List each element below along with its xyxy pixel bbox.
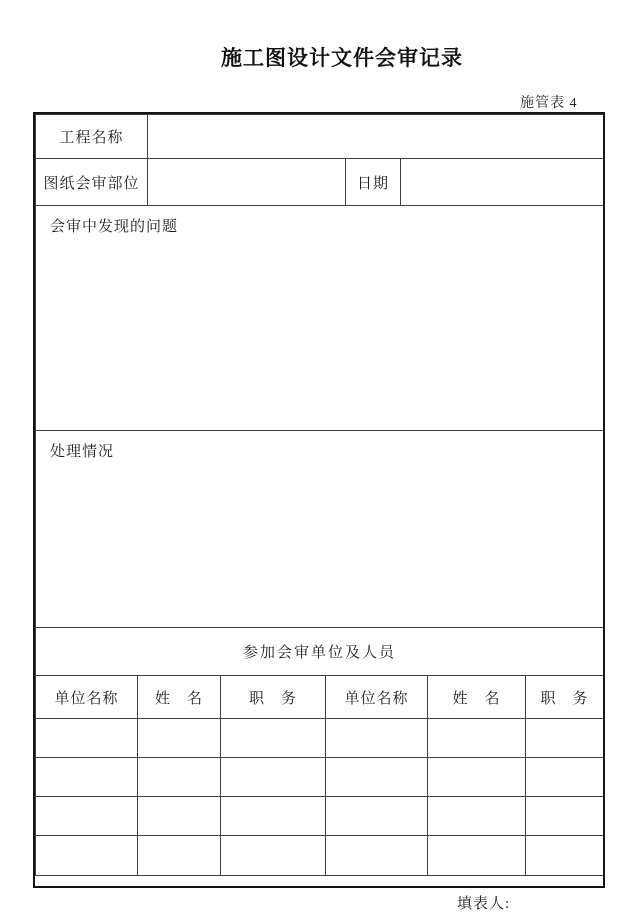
participant-cell	[138, 797, 221, 836]
participant-cell	[36, 719, 138, 758]
date-label: 日期	[346, 159, 401, 206]
header-position-2: 职 务	[526, 676, 604, 719]
participant-cell	[138, 758, 221, 797]
participant-cell	[221, 797, 326, 836]
filler-label: 填表人:	[457, 896, 511, 912]
participant-cell	[36, 758, 138, 797]
participant-cell	[138, 719, 221, 758]
review-section-row	[36, 159, 604, 206]
participant-cell	[221, 836, 326, 876]
participants-table	[35, 675, 604, 876]
participant-cell	[138, 836, 221, 876]
problems-row	[36, 206, 604, 431]
project-name-label: 工程名称	[36, 115, 148, 159]
handling-field: 处理情况	[36, 431, 604, 628]
participant-row	[36, 758, 604, 797]
participant-cell	[526, 836, 604, 876]
form-table	[33, 112, 605, 888]
review-section-field	[148, 159, 346, 206]
participant-row	[36, 836, 604, 876]
participant-row	[36, 797, 604, 836]
header-unit-name-1: 单位名称	[36, 676, 138, 719]
problems-field: 会审中发现的问题	[36, 206, 604, 431]
handling-row	[36, 431, 604, 628]
participant-cell	[526, 797, 604, 836]
participant-cell	[428, 836, 526, 876]
participant-cell	[221, 758, 326, 797]
participant-cell	[428, 797, 526, 836]
participant-cell	[326, 836, 428, 876]
review-section-label: 图纸会审部位	[36, 159, 148, 206]
participants-section-title: 参加会审单位及人员	[36, 628, 604, 676]
project-name-row	[36, 115, 604, 159]
participant-cell	[428, 758, 526, 797]
participants-title-row	[36, 628, 604, 676]
header-position-1: 职 务	[221, 676, 326, 719]
header-person-name-1: 姓 名	[138, 676, 221, 719]
page-title: 施工图设计文件会审记录	[221, 47, 463, 70]
participants-header-row	[36, 676, 604, 719]
participant-cell	[526, 719, 604, 758]
participant-cell	[36, 836, 138, 876]
participant-cell	[326, 719, 428, 758]
form-code-label: 施管表 4	[520, 96, 578, 111]
participant-cell	[428, 719, 526, 758]
header-person-name-2: 姓 名	[428, 676, 526, 719]
participant-row	[36, 719, 604, 758]
participant-cell	[221, 719, 326, 758]
form-upper-table	[35, 114, 604, 676]
header-unit-name-2: 单位名称	[326, 676, 428, 719]
participant-cell	[326, 797, 428, 836]
participant-cell	[526, 758, 604, 797]
participant-cell	[36, 797, 138, 836]
participant-cell	[326, 758, 428, 797]
project-name-field	[148, 115, 604, 159]
date-field	[401, 159, 604, 206]
